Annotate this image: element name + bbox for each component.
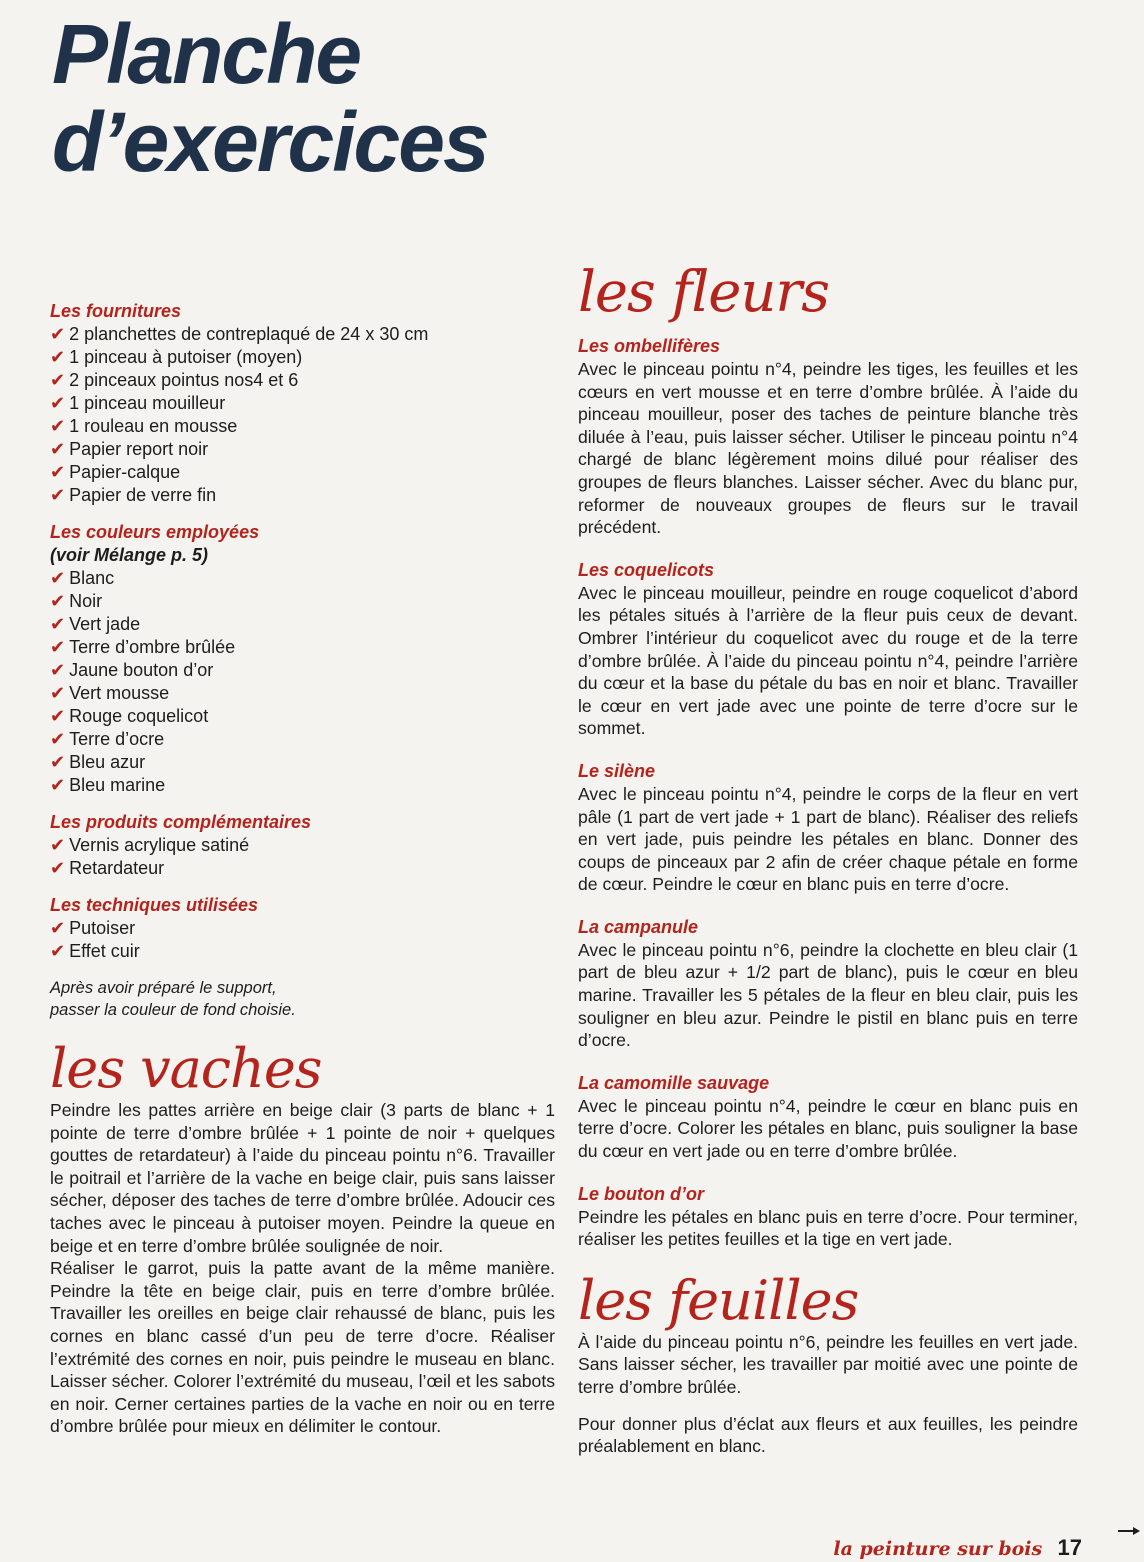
colors-section: [50, 521, 555, 797]
supplies-section: [50, 300, 555, 507]
page-title-line1: Planche: [52, 7, 361, 101]
checkmark-icon: ✔: [50, 706, 66, 726]
coquelicots-section: [578, 559, 1078, 740]
ombelliferes-section: [578, 335, 1078, 539]
list-item: ✔ Effet cuir: [50, 941, 140, 961]
checkmark-icon: ✔: [50, 439, 66, 459]
list-item: ✔ 2 planchettes de contreplaqué de 24 x 30 cm: [50, 324, 429, 344]
preparation-note: Après avoir préparé le support, passer la couleur de fond choisie.: [50, 979, 296, 1019]
list-item: ✔ Papier-calque: [50, 462, 181, 482]
camomille-section: [578, 1072, 1078, 1163]
list-item: ✔ Jaune bouton d’or: [50, 660, 214, 680]
list-item: ✔ 1 pinceau mouilleur: [50, 393, 226, 413]
campanule-text: Avec le pinceau pointu n°6, peindre la clochette en bleu clair (1 part de bleu azur + 1/2 part de blanc), puis le cœur en bleu marine. Travailler les 5 pétales de la fleur en bleu clair, puis les souligner en bleu azur. Peindre le pistil en blanc puis en terre d’ocre.: [578, 939, 1078, 1051]
list-item: ✔ Terre d’ombre brûlée: [50, 637, 236, 657]
checkmark-icon: ✔: [50, 683, 66, 703]
checkmark-icon: ✔: [50, 941, 66, 961]
arrow-right-icon: [1118, 1528, 1140, 1534]
list-item: ✔ Vert jade: [50, 614, 141, 634]
page-number: 17: [1057, 1535, 1082, 1560]
list-item: ✔ 1 rouleau en mousse: [50, 416, 238, 436]
vaches-title: les vaches: [50, 1037, 322, 1100]
techniques-section: [50, 894, 555, 963]
campanule-heading: La campanule: [578, 916, 699, 937]
list-item: ✔ Blanc: [50, 568, 115, 588]
checkmark-icon: ✔: [50, 393, 66, 413]
list-item: ✔ Retardateur: [50, 858, 165, 878]
list-item: ✔ 1 pinceau à putoiser (moyen): [50, 347, 303, 367]
camomille-heading: La camomille sauvage: [578, 1072, 770, 1093]
fleurs-title: les fleurs: [578, 260, 829, 325]
checkmark-icon: ✔: [50, 918, 66, 938]
camomille-text: Avec le pinceau pointu n°4, peindre le cœur en blanc puis en terre d’ocre. Colorer les pétales en blanc, puis souligner la base du cœur en vert jade ou en terre d’ombre brûlée.: [578, 1095, 1078, 1162]
checkmark-icon: ✔: [50, 324, 66, 344]
colors-subheading: (voir Mélange p. 5): [50, 545, 209, 565]
checkmark-icon: ✔: [50, 858, 66, 878]
bouton-dor-text: Peindre les pétales en blanc puis en terre d’ocre. Pour terminer, réaliser les petites feuilles et la tige en vert jade.: [578, 1206, 1078, 1250]
vaches-paragraph-1: Peindre les pattes arrière en beige clair (3 parts de blanc + 1 pointe de terre d’ombre brûlée + 1 pointe de noir + quelques gouttes de retardateur) à l’aide du pinceau pointu n°6. Travailler le poitrail et l’arrière de la vache en beige clair, puis sans laisser sécher, déposer des taches de terre d’ombre brûlée. Adoucir ces taches avec le pinceau à putoiser moyen. Peindre la queue en beige et en terre d’ombre brûlée soulignée de noir.: [50, 1100, 555, 1256]
supplies-list: [50, 323, 555, 507]
feuilles-section: [578, 1268, 1078, 1458]
checkmark-icon: ✔: [50, 752, 66, 772]
feuilles-title: les feuilles: [578, 1268, 859, 1332]
techniques-list: [50, 917, 555, 963]
checkmark-icon: ✔: [50, 835, 66, 855]
silene-section: [578, 760, 1078, 896]
page-title: [52, 7, 488, 189]
checkmark-icon: ✔: [50, 660, 66, 680]
magazine-title: la peinture sur bois: [833, 1538, 1043, 1560]
checkmark-icon: ✔: [50, 416, 66, 436]
list-item: ✔ Terre d’ocre: [50, 729, 165, 749]
checkmark-icon: ✔: [50, 614, 66, 634]
page-title-line2: d’exercices: [52, 95, 488, 189]
page-footer: [833, 1536, 1082, 1562]
feuilles-paragraph-2: Pour donner plus d’éclat aux fleurs et aux feuilles, les peindre préalablement en blanc.: [578, 1413, 1078, 1457]
list-item: ✔ Rouge coquelicot: [50, 706, 209, 726]
silene-heading: Le silène: [578, 760, 656, 781]
vaches-section: [50, 1039, 555, 1438]
list-item: ✔ Putoiser: [50, 918, 136, 938]
colors-list: [50, 567, 555, 797]
ombelliferes-heading: Les ombellifères: [578, 336, 721, 356]
products-section: [50, 811, 555, 880]
coquelicots-text: Avec le pinceau mouilleur, peindre en rouge coquelicot d’abord les pétales situés à l’arrière de la fleur puis ceux de devant. Ombrer l’intérieur du coquelicot avec du rouge et de la terre d’ombre brûlée. À l’aide du pinceau pointu n°4, peindre l’arrière du cœur et la base du pétale du bas en noir et blanc. Travailler le cœur en vert jade avec une pointe de terre d’ocre sur le sommet.: [578, 582, 1078, 739]
list-item: ✔ Papier report noir: [50, 439, 209, 459]
checkmark-icon: ✔: [50, 347, 66, 367]
list-item: ✔ Vert mousse: [50, 683, 170, 703]
checkmark-icon: ✔: [50, 370, 66, 390]
ombelliferes-text: Avec le pinceau pointu n°4, peindre les tiges, les feuilles et les cœurs en vert mousse et en terre d’ombre brûlée. À l’aide du pinceau mouilleur, poser des taches de peinture blanche très diluée à l’eau, puis laisser sécher. Utiliser le pinceau pointu n°4 chargé de blanc légèrement moins dilué pour réaliser des groupes de fleurs blanches. Laisser sécher. Avec du blanc pur, reformer de nouveaux groupes de fleurs sur le travail précédent.: [578, 359, 1078, 538]
checkmark-icon: ✔: [50, 568, 66, 588]
checkmark-icon: ✔: [50, 462, 66, 482]
checkmark-icon: ✔: [50, 637, 66, 657]
checkmark-icon: ✔: [50, 775, 66, 795]
checkmark-icon: ✔: [50, 591, 66, 611]
list-item: ✔ Bleu marine: [50, 775, 166, 795]
vaches-paragraph-2: Réaliser le garrot, puis la patte avant de la même manière. Peindre la tête en beige clair, puis en terre d’ombre brûlée. Travailler les oreilles en beige clair rehaussé de blanc, puis les cornes en blanc cassé d’un peu de terre d’ocre. Réaliser l’extrémité des cornes en noir, puis peindre le museau en blanc. Laisser sécher. Colorer l’extrémité du museau, l’œil et les sabots en noir. Cerner certaines parties de la vache en noir ou en terre d’ombre brûlée pour mieux en délimiter le contour.: [50, 1258, 555, 1437]
list-item: ✔ Vernis acrylique satiné: [50, 835, 250, 855]
list-item: ✔ Bleu azur: [50, 752, 146, 772]
left-column: [50, 300, 555, 1438]
supplies-heading: Les fournitures: [50, 301, 182, 321]
checkmark-icon: ✔: [50, 485, 66, 505]
techniques-heading: Les techniques utilisées: [50, 895, 259, 915]
campanule-section: [578, 916, 1078, 1052]
products-list: [50, 834, 555, 880]
list-item: ✔ Papier de verre fin: [50, 485, 217, 505]
right-column: [578, 257, 1078, 1458]
checkmark-icon: ✔: [50, 729, 66, 749]
list-item: ✔ Noir: [50, 591, 103, 611]
silene-text: Avec le pinceau pointu n°4, peindre le corps de la fleur en vert pâle (1 part de vert jade + 1 part de blanc). Réaliser des reliefs en vert jade, puis peindre les pétales en blanc. Donner des coups de pinceaux par 2 afin de créer chaque pétale en forme de cœur. Peindre le cœur en blanc puis en terre d’ocre.: [578, 783, 1078, 895]
colors-heading: Les couleurs employées: [50, 522, 260, 542]
coquelicots-heading: Les coquelicots: [578, 559, 715, 580]
products-heading: Les produits complémentaires: [50, 812, 312, 832]
list-item: ✔ 2 pinceaux pointus nos4 et 6: [50, 370, 299, 390]
bouton-dor-section: [578, 1183, 1078, 1251]
feuilles-paragraph-1: À l’aide du pinceau pointu n°6, peindre les feuilles en vert jade. Sans laisser sécher, les travailler par moitié avec une pointe de terre d’ombre brûlée.: [578, 1331, 1078, 1397]
bouton-dor-heading: Le bouton d’or: [578, 1183, 704, 1204]
